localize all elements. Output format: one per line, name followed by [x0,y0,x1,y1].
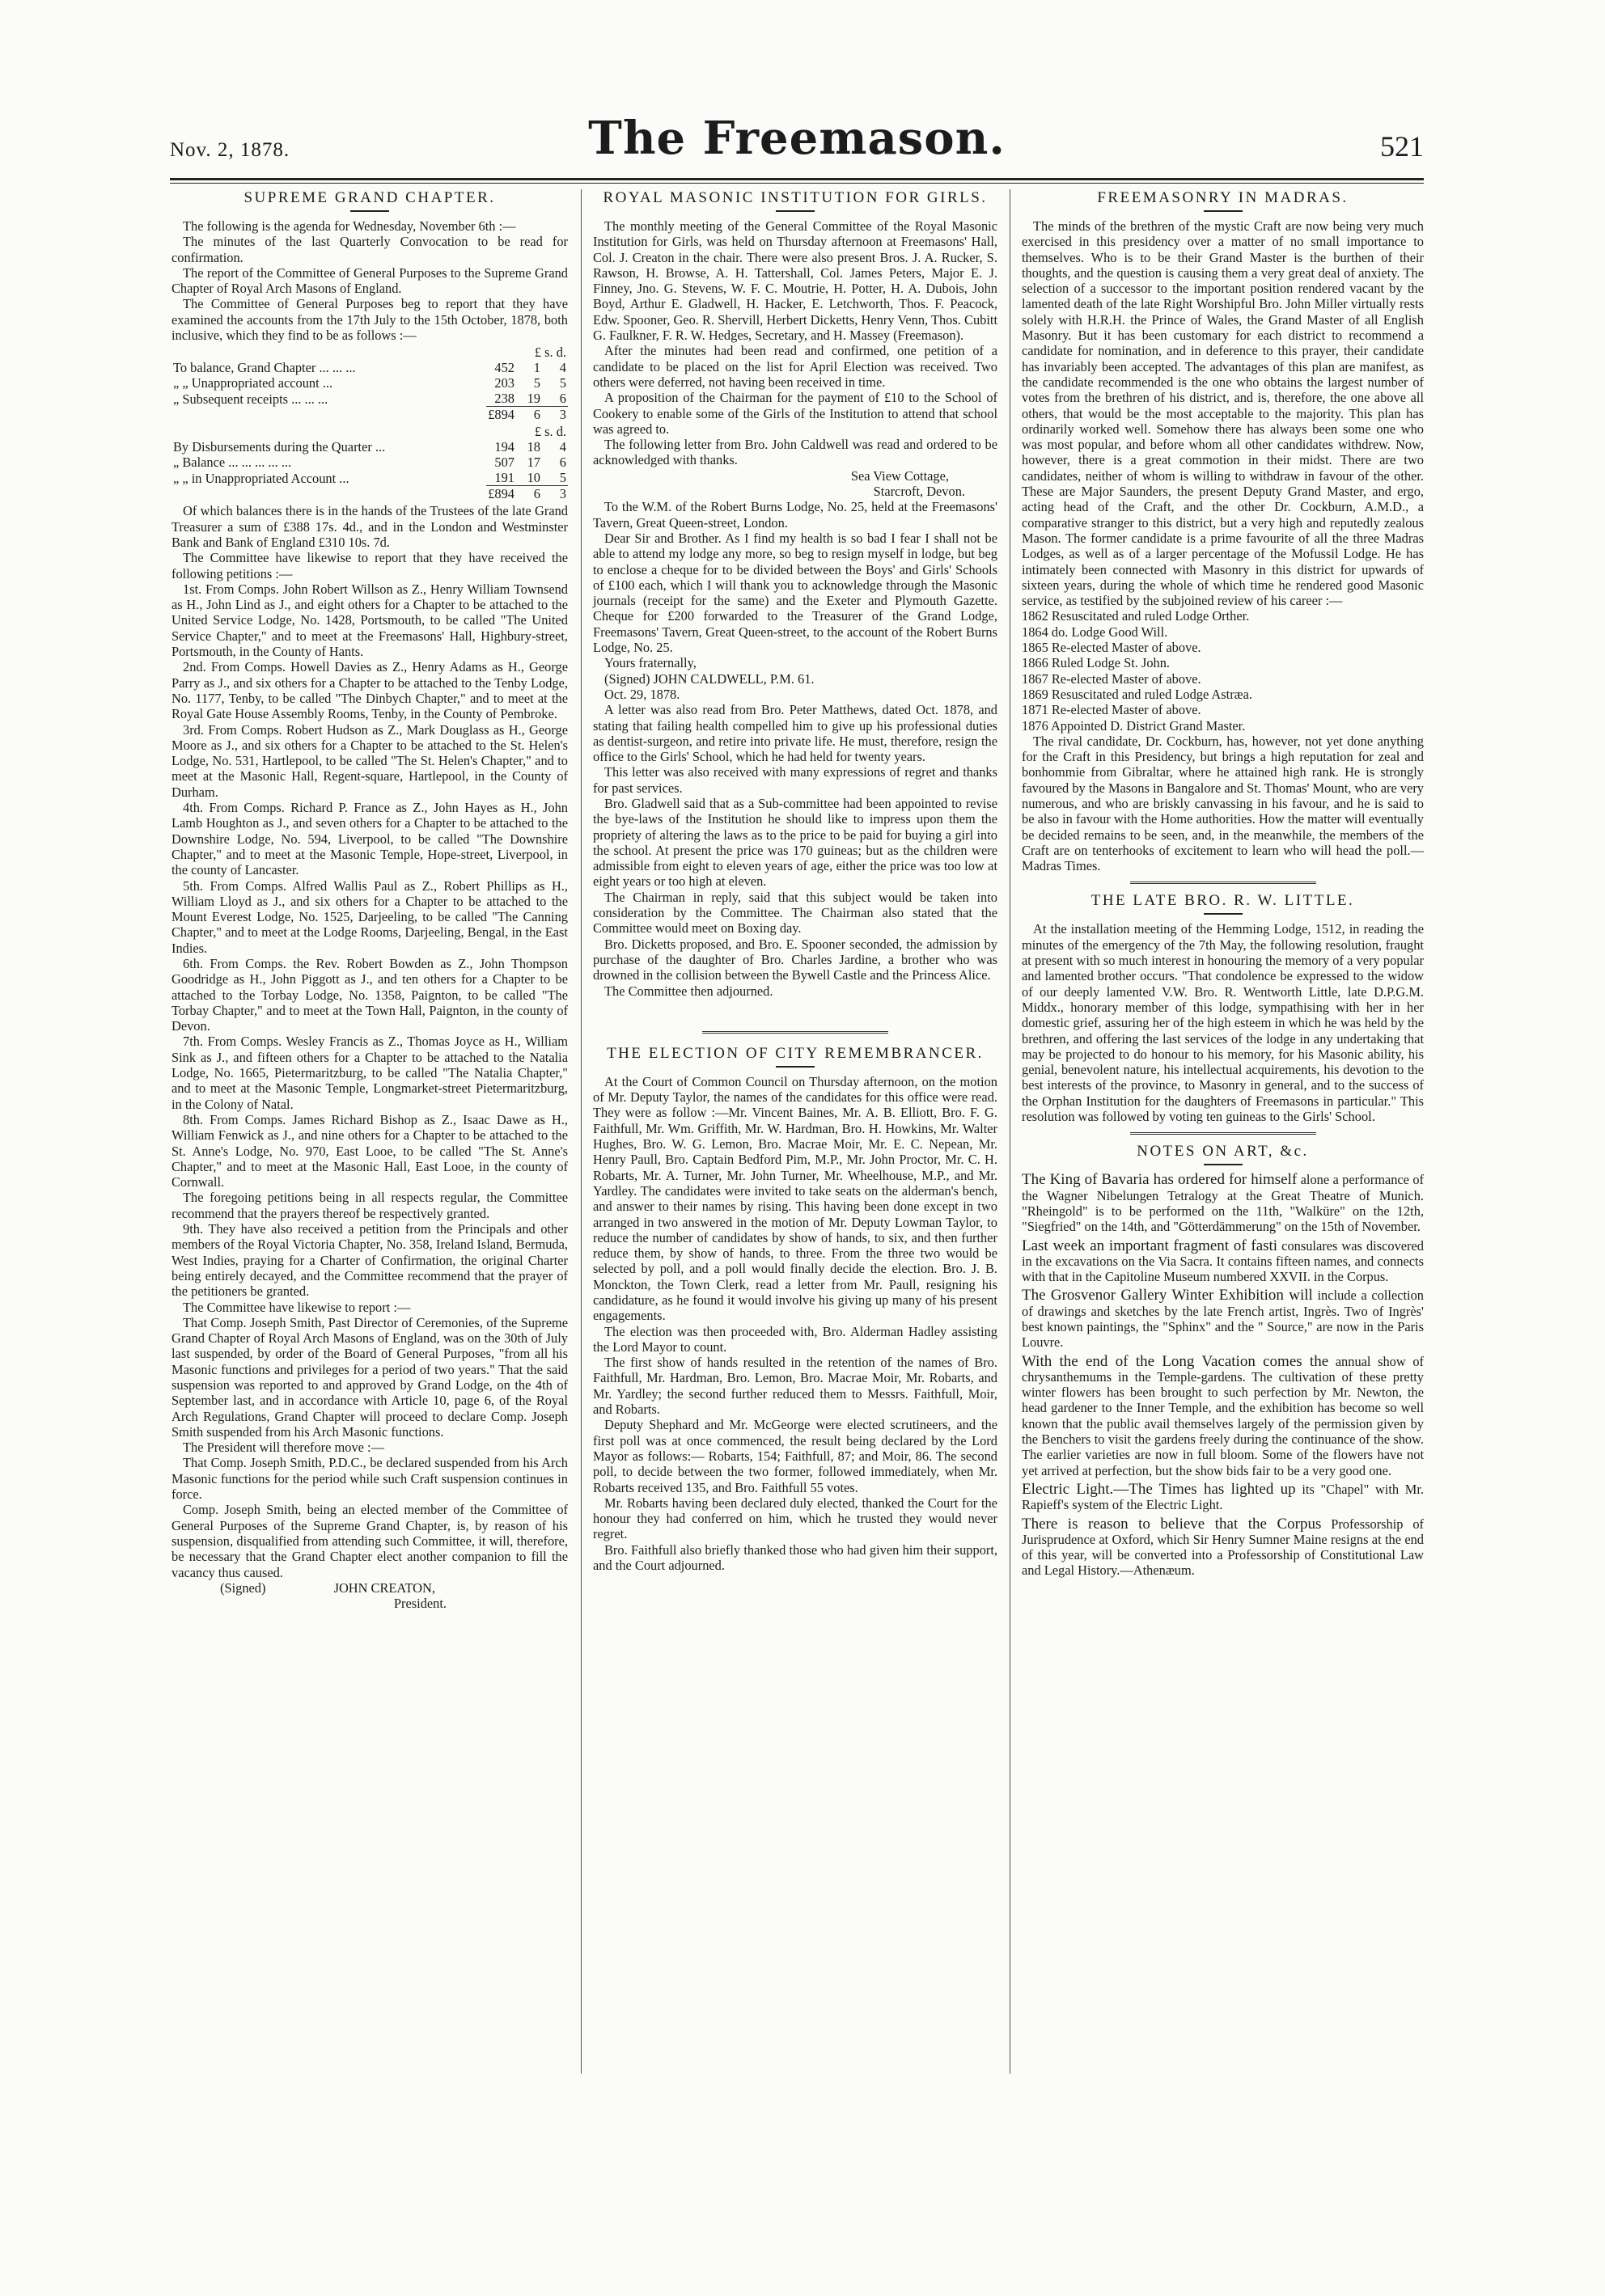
paragraph: At the Court of Common Council on Thursday afternoon, on the motion of Mr. Deputy Taylor, the names of the candidates for this office were read. They were as follow :—Mr. Vincent Baines, Mr. A. B. Elliott, Bro. F. G. Faithfull, Mr. Wm. Griffith, Mr. W. Hardman, Bro. H. Howkins, Mr. Walter Hughes, Bro. W. G. Lemon, Bro. Macrae Moir, Mr. E. C. Nepean, Mr. Henry Paull, Bro. Captain Bedford Pim, M.P., Mr. John Proctor, Mr. C. H. Robarts, Mr. A. Turner, Mr. John Turner, Mr. Wheelhouse, M.P., and Mr. Yardley. The candidates were invited to take seats on the alderman's bench, and answer to their names by rising. This having been done except in two arranged in two answered in the motion of Mr. Deputy Lowman Taylor, to reduce the number of candidates by show of hands, to six, and then further reduce them, by show of hands, to three. From the three two would be selected by poll, and a poll would finally decide the election. Bro. J. B. Monckton, the Town Clerk, read a letter from Mr. Paull, resigning his candidature, as he found it would involve his giving up many of his present engagements. [593,1073,997,1324]
note-body: consulares was discovered in the excavations on the Via Sacra. It contains fifteen names, and connects with that in the Capitoline Museum numbered XXVII. in the Corpus. [1022,1237,1424,1285]
account-total: £894 6 3 [488,407,566,423]
note-body: Professorship of Jurisprudence at Oxford, which Sir Henry Sumner Maine resigns at the end of this year, will be converted into a Professorship of Constitutional Law and Legal History.—Athenæum. [1022,1516,1424,1579]
accounts-table-disbursements [172,424,568,501]
paragraph: The minds of the brethren of the mystic Craft are now being very much exercised in this presidency over a matter of no small importance to themselves. Who is to be their Grand Master is the burthen of their thoughts, and the question is causing them a very great deal of anxiety. The selection of a successor to the important position rendered vacant by the lamented death of the late Right Worshipful Bro. John Miller virtually rests solely with H.R.H. the Prince of Wales, the Grand Master of all English Masonry. But it has been customary for each district to recommend a candidate for nomination, and in deference to this prayer, their candidate has invariably been accepted. The advantages of this plan are manifest, as the candidate recommended is the one who obtains the largest number of votes from the brethren of his district, and is, therefore, the one above all others, that would be the most acceptable to the majority. This plan has ordinarily worked well. Somehow there has always been some one who was most popular, and before whom all other candidates withdrew. Now, however, there is a great commotion in their midst. There are two candidates, neither of whom is willing to withdraw in favour of the other. These are Major Saunders, the present Deputy Grand Master, and ergo, acting head of the Craft, and the other Dr. Cockburn, A.M.D., a comparative stranger to this district, but a very high and reputedly zealous Mason. The former candidate is a prime favourite of all the three Madras Lodges, as well as of a larger percentage of the Mofussil Lodge. He has intimately been connected with Masonry in this district for upwards of sixteen years, during the whole of which time he rendered good Masonic service, as testified by the subjoined review of his career :— [1022,218,1424,609]
paragraph: Dear Sir and Brother. As I find my health is so bad I fear I shall not be able to attend my lodge any more, so beg to resign myself in lodge, but beg to enclose a cheque for to be divided between the Boys' and Girls' Schools of £100 each, which I will thank you to acknowledge through the Masonic journals (receipt for the same) and the Exeter and Plymouth Gazette. Cheque for £200 forwarded to the Treasurer of the Grand Lodge, Freemasons' Tavern, Great Queen-street, to the account of the Robert Burns Lodge, No. 25. [593,530,997,656]
signature-label: (Signed) [220,1579,266,1596]
masthead-rule-thin [170,183,1424,184]
letter-address: Starcroft, Devon. [873,484,965,500]
article-title: NOTES ON ART, &c. [1137,1143,1309,1161]
letter-address: Sea View Cottage, [850,467,949,484]
petition-item: 7th. From Comps. Wesley Francis as Z., Thomas Joyce as H., William Sink as J., and fifteen others for a Chapter to be attached to the Natalia Lodge, No. 1665, Pietermaritzburg, to be called "The Natalia Chapter," and to meet at the Masonic Temple, Longmarket-street Pietermaritzburg, in the Colony of Natal. [172,1034,568,1112]
paragraph: The Committee of General Purposes beg to report that they have examined the accounts from the 17th July to the 15th October, 1878, both inclusive, which they find to be as follows :— [172,296,568,344]
title-rule [1204,1164,1243,1165]
list-item: 1862 Resuscitated and ruled Lodge Orther. [1022,608,1250,624]
note-lead: Last week an important fragment of fasti [1022,1237,1278,1254]
paragraph: Bro. Dicketts proposed, and Bro. E. Spooner seconded, the admission by purchase of the daughter of Bro. Charles Jardine, a brother who was drowned in the collision between the Bywell Castle and the Princess Alice. [593,936,997,983]
note-lead: The King of Bavaria has ordered for himself [1022,1171,1298,1189]
career-list [1022,608,1424,733]
paragraph: The monthly meeting of the General Committee of the Royal Masonic Institution for Girls, was held on Thursday afternoon at Freemasons' Hall, Col. J. Creaton in the chair. There were also present Bros. J. A. Rucker, S. Rawson, H. Browse, A. H. Tattershall, Col. James Peters, Major E. J. Finney, Jno. G. Stevens, W. F. C. Moutrie, H. Potter, H. A. Dubois, John Boyd, Arthur E. Gladwell, H. Hacker, E. Letchworth, Thos. F. Peacock, Edw. Spooner, Geo. R. Shervill, Herbert Dicketts, Henry Venn, Thos. Cubitt G. Faulkner, F. R. W. Hedges, Secretary, and H. Massey (Freemason). [593,218,997,344]
petition-item: 5th. From Comps. Alfred Wallis Paul as Z., Robert Phillips as H., William Lloyd as J., and six others for a Chapter to be attached to the Mount Everest Lodge, No. 1525, Darjeeling, to be called "The Canning Chapter," and to meet at the Lodge Rooms, Darjeeling, Bengal, in the East Indies. [172,877,568,956]
article-title: ROYAL MASONIC INSTITUTION FOR GIRLS. [603,189,988,206]
note-item [1022,1482,1424,1513]
article-title: THE LATE BRO. R. W. LITTLE. [1090,892,1355,910]
title-rule [1204,913,1243,915]
account-row: „ „ in Unappropriated Account ... 191 10 5 [173,470,566,486]
paragraph: Bro. Gladwell said that as a Sub-committee had been appointed to revise the bye-laws of the Institution he should like to impress upon them the propriety of altering the laws as to the price to be paid for buying a girl into the school. At present the price was 170 guineas; but as the children were admissible from eight to eleven years of age, either the price was too low at eight years or too high at eleven. [593,795,997,890]
signature-line [172,1580,568,1596]
section-rule [702,1031,888,1034]
note-item [1022,1354,1424,1478]
paragraph: The rival candidate, Dr. Cockburn, has, however, not yet done anything for the Craft in this Presidency, but brings a high reputation for zeal and bonhommie from Gibraltar, where he attained high rank. He is strongly favoured by the Masons in Bangalore and St. Thomas' Mount, who are very numerous, and who are briskly canvassing in his favour, and he is said to be also in favour with the Home authorities. How the matter will eventually be decided remains to be seen, and, in the meanwhile, the members of the Craft are on tenterhooks of excitement to learn who will head the poll.—Madras Times. [1022,733,1425,874]
note-body: annual show of chrysanthemums in the Temple-gardens. The cultivation of these pretty winter flowers has been brought to such perfection by Mr. Newton, the head gardener to the Inner Temple, and the exhibition has become so well known that the public avail themselves largely of the permission given by the Benchers to visit the gardens freely during the continuance of the show. The earlier varieties are now in full bloom. Some of the flowers have not yet arrived at perfection, but the show bids fair to be a very good one. [1022,1353,1424,1478]
column-3 [1022,189,1424,1579]
title-rule [776,210,815,212]
masthead-rule [170,178,1424,180]
note-item [1022,1516,1424,1579]
paragraph: Yours fraternally, [604,655,697,671]
paragraph: The Committee have likewise to report that they have received the following petitions :— [172,550,568,581]
currency-header: £ s. d. [534,424,566,440]
paragraph: A proposition of the Chairman for the payment of £10 to the School of Cookery to enable some of the Girls of the Institution to attend that school was agreed to. [593,390,997,437]
paragraph: To the W.M. of the Robert Burns Lodge, No. 25, held at the Freemasons' Tavern, Great Queen-street, London. [593,499,997,531]
paragraph: The Committee then adjourned. [604,983,773,999]
list-item: 1864 do. Lodge Good Will. [1022,624,1168,640]
page-number: 521 [1380,130,1424,163]
petition-item: 6th. From Comps. the Rev. Robert Bowden as Z., John Thompson Goodridge as H., John Piggott as J., and ten others for a Chapter to be attached to the Torbay Lodge, No. 1358, Paignton, to be called "The Torbay Chapter," and to meet at the Town Hall, Paignton, in the county of Devon. [172,955,568,1034]
signature-name: JOHN CREATON, [333,1579,435,1596]
account-row: „ Subsequent receipts ... ... ... 238 19 6 [173,391,566,407]
article-title: SUPREME GRAND CHAPTER. [244,189,496,206]
note-body: its "Chapel" with Mr. Rapieff's system of the Electric Light. [1022,1481,1424,1513]
column-2 [593,189,997,1573]
paragraph: At the installation meeting of the Hemming Lodge, 1512, in reading the minutes of the emergency of the 7th May, the following resolution, fraught at present with so much interest in honouring the memory of a very popular and lamented brother occurs. "That condolence be expressed to the widow of our deeply lamented V.W. Bro. R. Wentworth Little, late D.P.G.M. Middx., honorary member of this lodge, sympathising with her in her domestic grief, assuring her of the high esteem in which he was held by the brethren, and offering the last services of the lodge in any undertaking that may be projected to do honour to his memory, for his Masonic ability, his genial, benevolent nature, his intellectual acquirements, his devotion to the best interests of the province, to Masonry in general, and to the success of the Orphan Institution for the daughters of Freemasons in particular." This resolution was followed by voting ten guineas to the Girls' School. [1022,921,1424,1125]
paragraph: That Comp. Joseph Smith, P.D.C., be declared suspended from his Arch Masonic functions for the period while such Craft suspension continues in force. [172,1455,568,1503]
note-lead: There is reason to believe that the Corpus [1022,1515,1322,1533]
signature-title: President. [393,1596,447,1612]
paragraph: Mr. Robarts having been declared duly elected, thanked the Court for the honour they had conferred on him, which he trusted they would never regret. [593,1495,997,1542]
paragraph: Bro. Faithfull also briefly thanked those who had given him their support, and the Court adjourned. [593,1541,997,1574]
account-row: To balance, Grand Chapter ... ... ... 452 1 4 [173,360,566,376]
title-rule [350,210,389,212]
paragraph: Oct. 29, 1878. [604,686,680,702]
masthead [170,112,1424,180]
paragraph: The report of the Committee of General Purposes to the Supreme Grand Chapter of Royal Arch Masons of England. [172,264,568,297]
title-rule [776,1066,815,1068]
paragraph: The election was then proceeded with, Bro. Alderman Hadley assisting the Lord Mayor to count. [593,1323,997,1355]
paragraph: Comp. Joseph Smith, being an elected member of the Committee of General Purposes of the Supreme Grand Chapter, is, by reason of his suspension, disqualified from attending such Committee, it will, therefore, be necessary that the Grand Chapter elect another companion to fill the vacancy thus caused. [172,1502,568,1580]
paragraph: (Signed) JOHN CALDWELL, P.M. 61. [604,670,815,687]
list-item: 1869 Resuscitated and ruled Lodge Astræa. [1022,686,1252,702]
paragraph: That Comp. Joseph Smith, Past Director of Ceremonies, of the Supreme Grand Chapter of Royal Arch Masons of England, was on the 30th of July last suspended, by order of the Board of General Purposes, "from all his Masonic functions and privileges for a period of two years." That the said suspension was reported to and approved by Grand Lodge, on the 4th of September last, and in accordance with Article 10, page 6, of the Royal Arch Regulations, Grand Chapter will proceed to declare Comp. Joseph Smith suspended from his Arch Masonic functions. [172,1314,568,1440]
title-rule [1204,210,1243,212]
currency-header: £ s. d. [534,345,566,361]
paragraph: The following is the agenda for Wednesday, November 6th :— [183,218,516,234]
list-item: 1865 Re-elected Master of above. [1022,640,1201,656]
accounts-table-receipts [172,345,568,422]
note-item [1022,1172,1424,1234]
list-item: 1876 Appointed D. District Grand Master. [1022,717,1246,734]
list-item: 1866 Ruled Lodge St. John. [1022,655,1171,671]
list-item: 1867 Re-elected Master of above. [1022,670,1201,687]
paragraph: The minutes of the last Quarterly Convocation to be read for confirmation. [172,234,568,265]
section-rule [1130,1132,1316,1135]
article-title: THE ELECTION OF CITY REMEMBRANCER. [607,1044,984,1062]
paragraph: A letter was also read from Bro. Peter Matthews, dated Oct. 1878, and stating that failing health compelled him to give up his professional duties as dentist-surgeon, and retire into private life. He must, therefore, resign the office to the Girls' School, which he had held for twenty years. [593,702,997,765]
petition-item: 2nd. From Comps. Howell Davies as Z., Henry Adams as H., George Parry as J., and six others for a Chapter to be attached to the Tenby Lodge, No. 1177, Tenby, to be called "The Dinbych Chapter," and to meet at the Royal Gate House Assembly Rooms, Tenby, in the County of Pembroke. [172,659,568,722]
note-lead: The Grosvenor Gallery Winter Exhibition will [1022,1287,1313,1304]
note-lead: Electric Light.—The Times has lighted up [1022,1480,1296,1498]
paragraph: 9th. They have also received a petition from the Principals and other members of the Royal Victoria Chapter, No. 358, Ireland Island, Bermuda, West Indies, praying for a Charter of Confirmation, the original Charter being entirely decayed, and the Committee recommend that the prayer of the petitioners be granted. [172,1221,568,1300]
paragraph: This letter was also received with many expressions of regret and thanks for past services. [593,764,997,796]
paragraph: The Chairman in reply, said that this subject would be taken into consideration by the Committee. The Chairman also stated that the Committee would meet on Boxing day. [593,889,997,937]
paragraph: Of which balances there is in the hands of the Trustees of the late Grand Treasurer a sum of £388 17s. 4d., and in the London and Westminster Bank and Bank of England £310 10s. 7d. [172,503,568,550]
paragraph: The foregoing petitions being in all respects regular, the Committee recommend that the prayers thereof be respectively granted. [172,1190,568,1221]
column-1 [172,189,568,1611]
account-row: By Disbursements during the Quarter ... 194 18 4 [173,439,566,455]
account-total: £894 6 3 [488,486,566,502]
article-title: FREEMASONRY IN MADRAS. [1097,189,1349,206]
account-row: „ „ Unappropriated account ... 203 5 5 [173,375,566,391]
note-body: include a collection of drawings and sketches by the late French artist, Ingrès. Two of Ingrès' best known paintings, the "Sphinx" and the " Source," are now in the Paris Louvre. [1022,1288,1425,1351]
newspaper-title: The Freemason. [588,112,1006,165]
paragraph: The President will therefore move :— [183,1440,384,1456]
note-item [1022,1288,1424,1350]
petition-item: 4th. From Comps. Richard P. France as Z., John Hayes as H., John Lamb Houghton as J., and seven others for a Chapter to be attached to the Downshire Lodge, No. 594, Liverpool, to be called "The Downshire Chapter," and to meet at the Masonic Temple, Hope-street, Liverpool, in the county of Lancaster. [172,800,568,878]
list-item: 1871 Re-elected Master of above. [1022,702,1201,718]
paragraph: The following letter from Bro. John Caldwell was read and ordered to be acknowledged with thanks. [593,437,997,468]
issue-date: Nov. 2, 1878. [170,139,290,161]
column-divider [581,189,582,2074]
note-body: alone a performance of the Wagner Nibelungen Tetralogy at the Great Theatre of Munich. "Rheingold" is to be performed on the 11th, "Walküre" on the 12th, "Siegfried" on the 14th, and "Götterdämmerung" on the 15th of November. [1022,1172,1424,1235]
petition-item: 1st. From Comps. John Robert Willson as Z., Henry William Townsend as H., John Lind as J., and eight others for a Chapter to be attached to the United Service Lodge, No. 1428, Portsmouth, to be called "The United Service Chapter," and to meet at the Freemasons' Hall, Highbury-street, Portsmouth, in the County of Hants. [172,581,568,660]
petition-item: 8th. From Comps. James Richard Bishop as Z., Isaac Dawe as H., William Fenwick as J., and nine others for a Chapter to be attached to the St. Anne's Lodge, No. 970, East Looe, to be called "The St. Anne's Chapter," and to meet at the Masonic Hall, East Looe, in the county of Cornwall. [172,1111,568,1190]
paragraph: The first show of hands resulted in the retention of the names of Bro. Faithfull, Mr. Hardman, Bro. Lemon, Bro. Macrae Moir, Mr. Robarts, and Mr. Yardley; the second further reduced them to Messrs. Faithfull, Moir, and Robarts. [593,1355,997,1418]
petition-item: 3rd. From Comps. Robert Hudson as Z., Mark Douglass as H., George Moore as J., and six others for a Chapter to be attached to the St. Helen's Lodge, No. 531, Hartlepool, to be called "The St. Helen's Chapter," and to meet at the Masonic Hall, Regent-square, Hartlepool, in the County of Durham. [172,721,568,800]
paragraph: Deputy Shephard and Mr. McGeorge were elected scrutineers, and the first poll was at once commenced, the result being declared by the Lord Mayor as follows:— Robarts, 154; Faithfull, 87; and Moir, 86. The second poll, to decide between the two former, followed immediately, when Mr. Robarts received 135, and Bro. Faithfull 55 votes. [593,1417,997,1495]
paragraph: The Committee have likewise to report :— [183,1299,411,1315]
paragraph: After the minutes had been read and confirmed, one petition of a candidate to be placed on the list for April Election was received. Two others were deferred, not having been received in time. [593,343,997,390]
note-lead: With the end of the Long Vacation comes the [1022,1352,1329,1370]
account-row: „ Balance ... ... ... ... ... 507 17 6 [173,455,566,471]
note-item [1022,1238,1424,1285]
section-rule [1130,882,1316,884]
